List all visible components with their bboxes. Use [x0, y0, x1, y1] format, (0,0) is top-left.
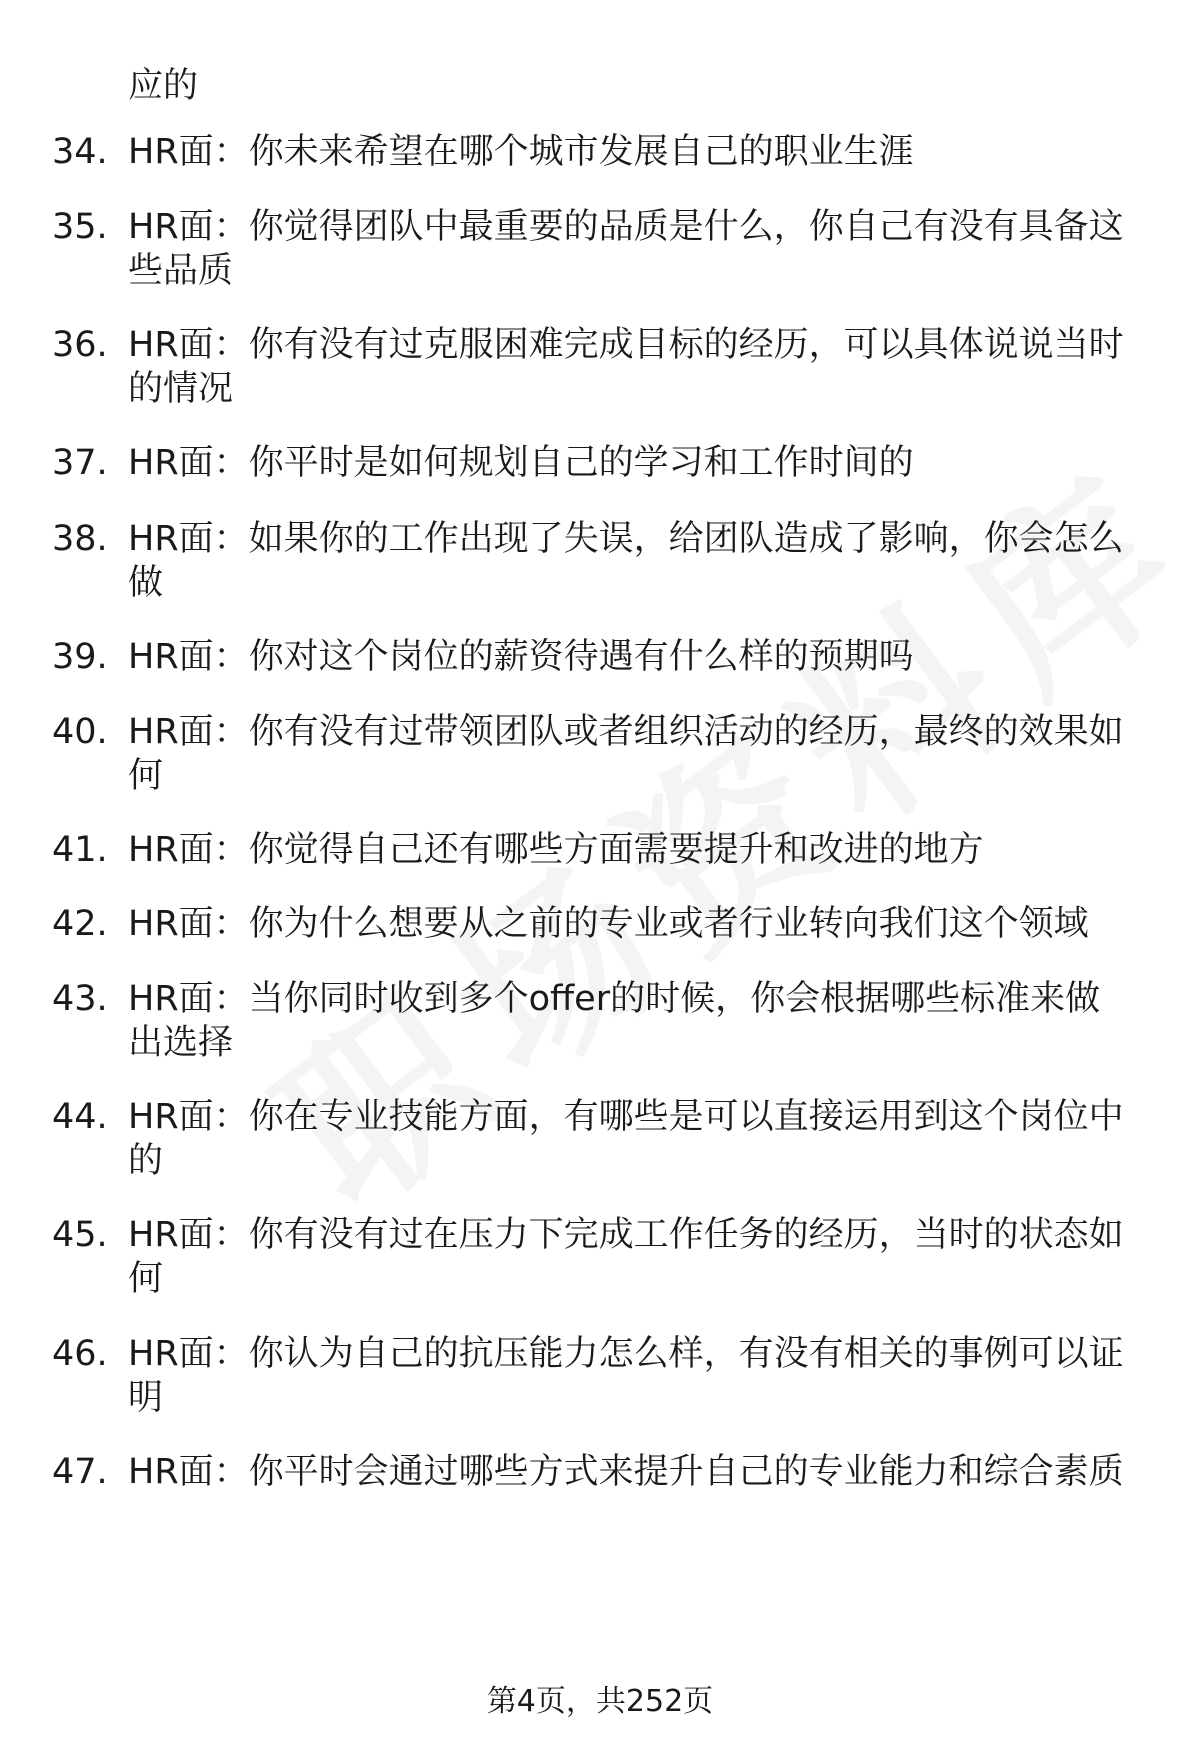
- item-text-line2: 的情况: [128, 369, 234, 409]
- item-number: 34.: [52, 132, 108, 172]
- item-text-line1: HR面：你有没有过在压力下完成工作任务的经历，当时的状态如: [128, 1215, 1124, 1255]
- item-text-line2: 些品质: [128, 251, 234, 291]
- item-text-line1: HR面：你有没有过带领团队或者组织活动的经历，最终的效果如: [128, 712, 1124, 752]
- item-number: 44.: [52, 1097, 108, 1137]
- item-text-line1: HR面：你觉得自己还有哪些方面需要提升和改进的地方: [128, 830, 984, 870]
- item-text-line1: HR面：你在专业技能方面，有哪些是可以直接运用到这个岗位中: [128, 1097, 1124, 1137]
- item-text-line2: 何: [128, 1259, 164, 1299]
- continuation-text: 应的: [128, 66, 199, 106]
- item-text-line1: HR面：你未来希望在哪个城市发展自己的职业生涯: [128, 132, 914, 172]
- item-number: 43.: [52, 979, 108, 1019]
- item-text-line1: HR面：你有没有过克服困难完成目标的经历，可以具体说说当时: [128, 325, 1124, 365]
- item-number: 35.: [52, 207, 108, 247]
- item-number: 41.: [52, 830, 108, 870]
- item-number: 38.: [52, 519, 108, 559]
- item-number: 46.: [52, 1334, 108, 1374]
- item-text-line1: HR面：你觉得团队中最重要的品质是什么，你自己有没有具备这: [128, 207, 1124, 247]
- page-footer: 第4页，共252页: [486, 1684, 714, 1719]
- item-text-line1: HR面：你为什么想要从之前的专业或者行业转向我们这个领域: [128, 904, 1089, 944]
- item-text-line2: 的: [128, 1141, 164, 1181]
- item-number: 42.: [52, 904, 108, 944]
- item-number: 47.: [52, 1452, 108, 1492]
- item-number: 36.: [52, 325, 108, 365]
- item-text-line1: HR面：你认为自己的抗压能力怎么样，有没有相关的事例可以证: [128, 1334, 1124, 1374]
- item-text-line2: 做: [128, 563, 164, 603]
- item-number: 37.: [52, 443, 108, 483]
- item-text-line1: HR面：当你同时收到多个offer的时候，你会根据哪些标准来做: [128, 979, 1101, 1019]
- item-text-line2: 出选择: [128, 1023, 234, 1063]
- item-number: 40.: [52, 712, 108, 752]
- item-text-line1: HR面：你平时是如何规划自己的学习和工作时间的: [128, 443, 914, 483]
- item-number: 39.: [52, 637, 108, 677]
- item-text-line1: HR面：你平时会通过哪些方式来提升自己的专业能力和综合素质: [128, 1452, 1124, 1492]
- item-text-line2: 何: [128, 756, 164, 796]
- item-text-line1: HR面：你对这个岗位的薪资待遇有什么样的预期吗: [128, 637, 914, 677]
- watermark: [232, 515, 1107, 1264]
- item-text-line2: 明: [128, 1378, 164, 1418]
- item-text-line1: HR面：如果你的工作出现了失误，给团队造成了影响，你会怎么: [128, 519, 1124, 559]
- item-number: 45.: [52, 1215, 108, 1255]
